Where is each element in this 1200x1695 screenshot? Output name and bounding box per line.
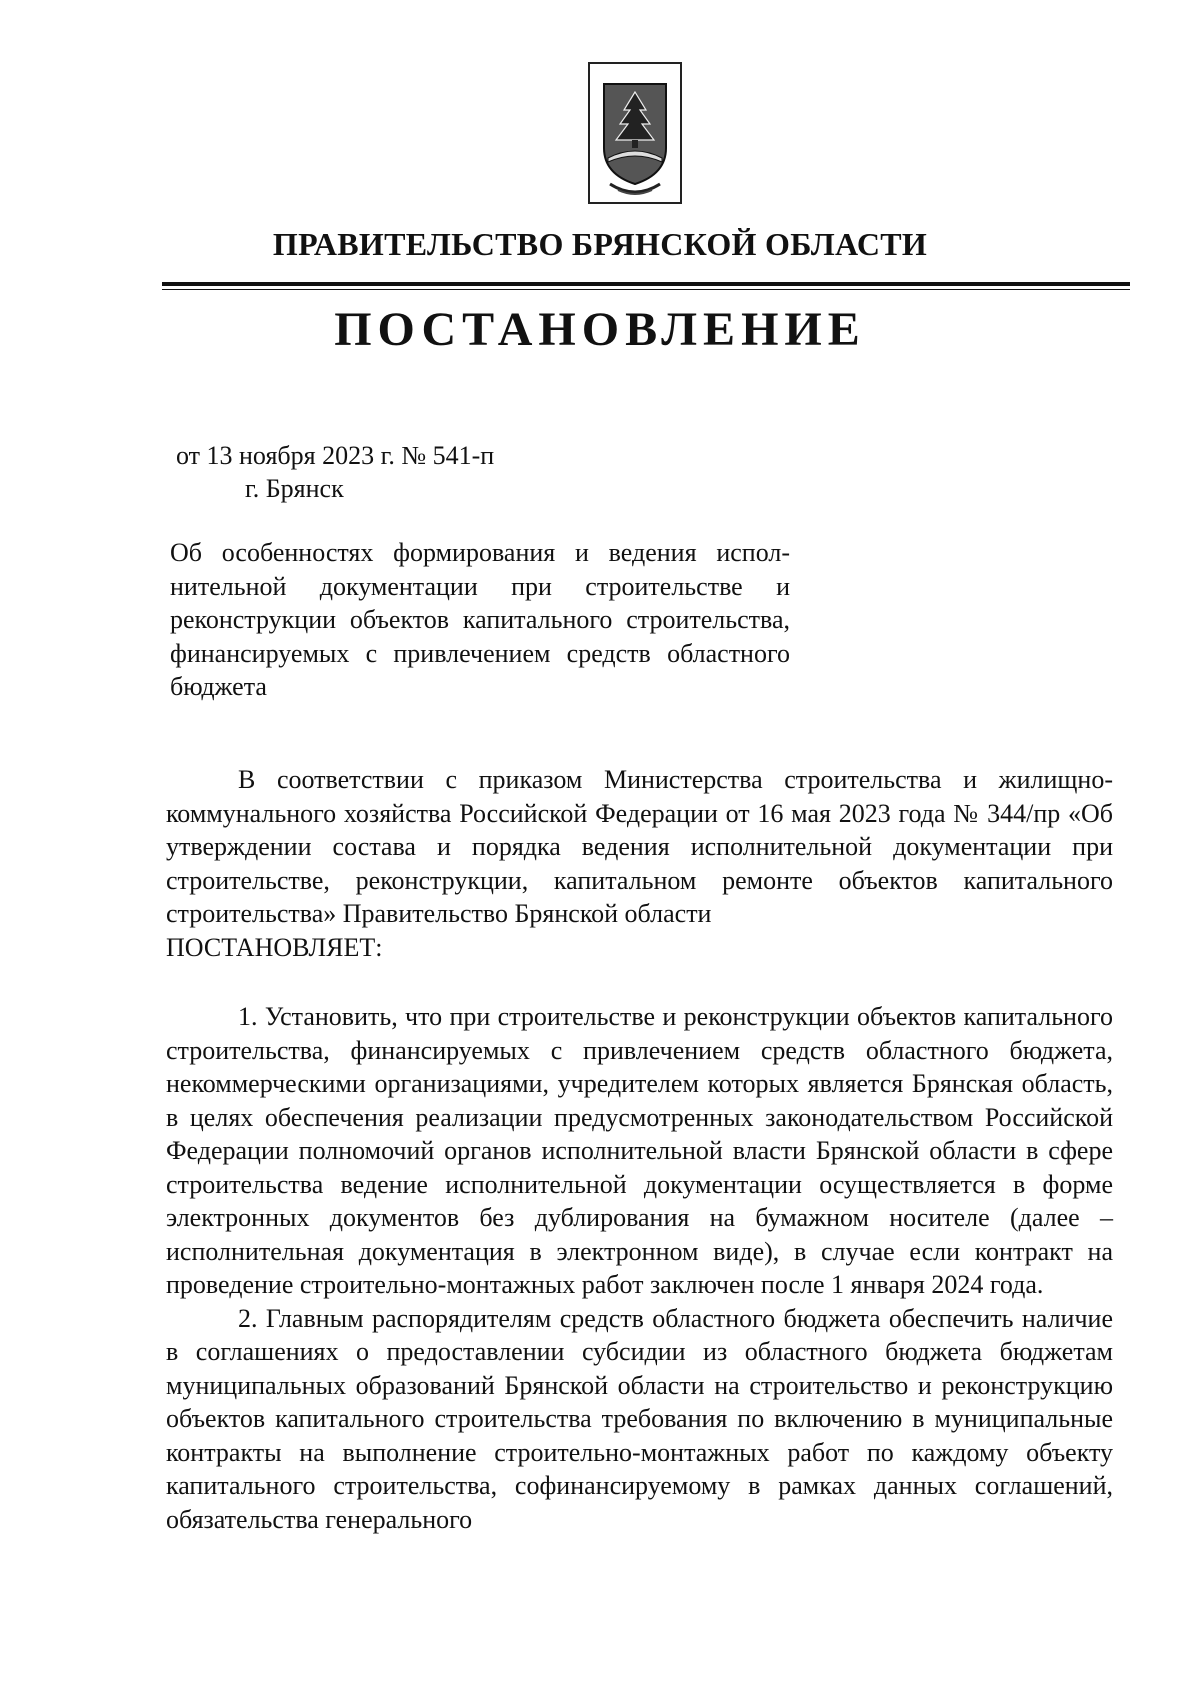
resolves-heading: ПОСТАНОВЛЯЕТ: — [166, 932, 383, 962]
document-city: г. Брянск — [245, 474, 344, 503]
item-paragraph-2: 2. Главным распорядителям средств областного бюджета обеспечить наличие в соглашениях о предоставлении субсидии из областного бюджета бюджетам муниципальных образований Брянской области на строительство и реконструкцию объектов капитального строительства требования по включению в муниципальные контракты на выполнение строительно-монтажных работ по каждому объекту капитального строительства, софинансируемому в рамках данных соглашений, обязательства генерального — [166, 1303, 1113, 1534]
document-body — [166, 763, 1113, 1536]
paragraph-spacer — [166, 964, 1113, 1000]
coat-of-arms-icon — [588, 62, 682, 204]
header-rule-thin — [162, 289, 1130, 290]
document-date-number: от 13 ноября 2023 г. № 541-п — [176, 441, 495, 470]
document-type-title: ПОСТАНОВЛЕНИЕ — [334, 303, 866, 356]
preamble-paragraph: В соответствии с приказом Министерства строительства и жилищно-коммунального хозяйства Российской Федерации от 16 мая 2023 года № 344/пр «Об утверждении состава и порядка ведения исполнительной документации при строительстве, реконструкции, капитальном ремонте объектов капитального строительства» Правительство Брянской области — [166, 765, 1113, 928]
organization-title: ПРАВИТЕЛЬСТВО БРЯНСКОЙ ОБЛАСТИ — [272, 226, 928, 262]
document-subject: Об особенностях формирования и ведения исполнительной документации при строительстве и реконструкции объектов капитального строительства, финансируемых с привлечением средств областного бюджета — [170, 538, 790, 701]
header-rule-thick — [162, 282, 1130, 286]
item-paragraph-1: 1. Установить, что при строительстве и реконструкции объектов капитального строительства, финансируемых с привлечением средств областного бюджета, некоммерческими организациями, учредителем которых является Брянская область, в целях обеспечения реализации предусмотренных законодательством Российской Федерации полномочий органов исполнительной власти Брянской области в сфере строительства ведение исполнительной документации осуществляется в форме электронных документов без дублирования на бумажном носителе (далее – исполнительная документация в электронном виде), в случае если контракт на проведение строительно-монтажных работ заключен после 1 января 2024 года. — [166, 1002, 1113, 1299]
